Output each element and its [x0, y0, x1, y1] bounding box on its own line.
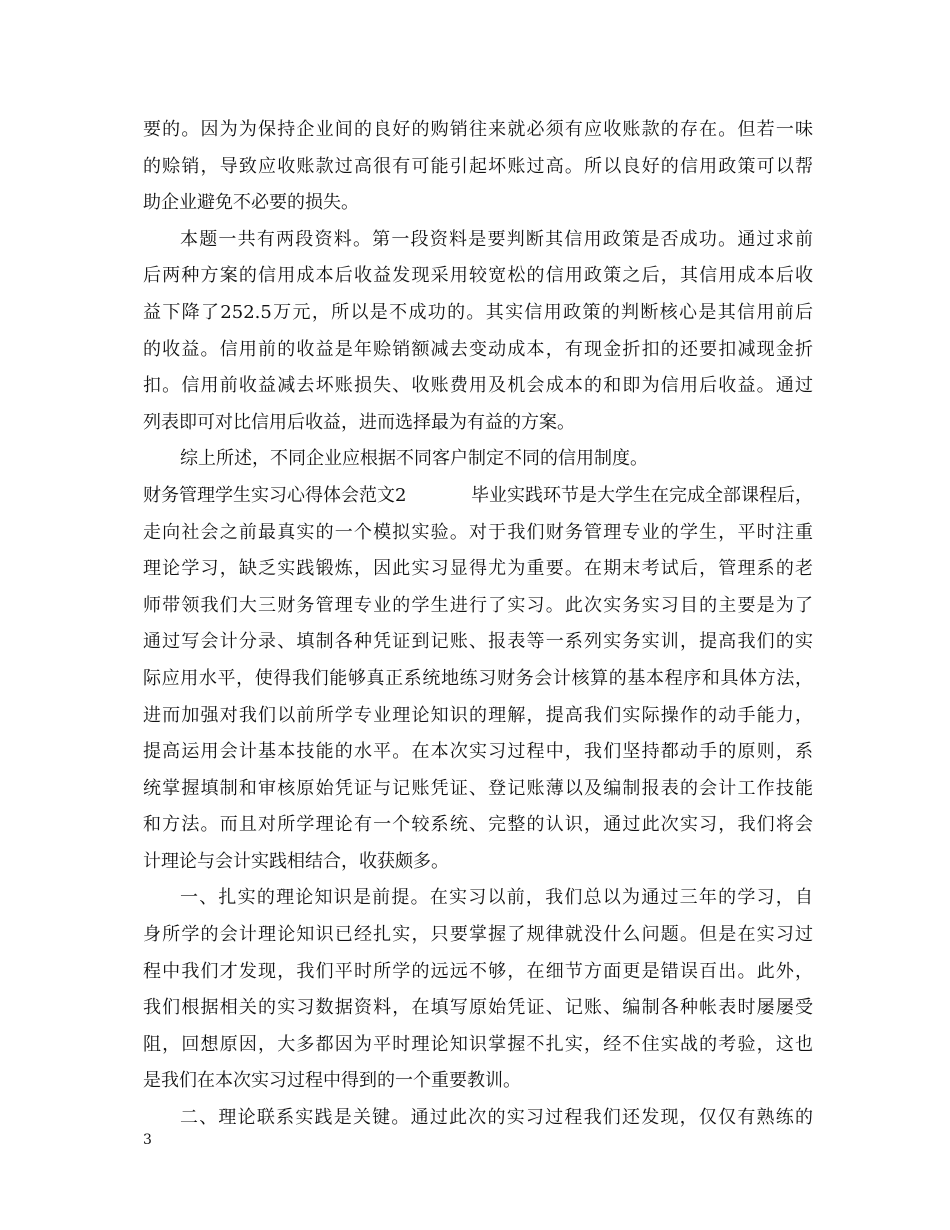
- text-line: 列表即可对比信用后收益，进而选择最为有益的方案。: [143, 411, 575, 433]
- page-number: 3: [143, 1132, 152, 1148]
- text-line: 提高运用会计基本技能的水平。在本次实习过程中，我们坚持都动手的原则，系: [143, 741, 813, 763]
- text-line: 程中我们才发现，我们平时所学的远远不够，在细节方面更是错误百出。此外，: [143, 960, 813, 982]
- text-line: 扣。信用前收益减去坏账损失、收账费用及机会成本的和即为信用后收益。通过: [143, 375, 813, 397]
- text-line: 走向社会之前最真实的一个模拟实验。对于我们财务管理专业的学生，平时注重: [143, 521, 813, 543]
- text-line: 的收益。信用前的收益是年赊销额减去变动成本，有现金折扣的还要扣减现金折: [143, 338, 813, 360]
- text-line: 二、理论联系实践是关键。通过此次的实习过程我们还发现，仅仅有熟练的: [180, 1107, 813, 1129]
- body-text: [143, 112, 813, 1137]
- section-heading-text: 毕业实践环节是大学生在完成全部课程后，: [471, 484, 813, 506]
- text-line: 际应用水平，使得我们能够真正系统地练习财务会计核算的基本程序和具体方法，: [143, 667, 813, 689]
- text-line: 通过写会计分录、填制各种凭证到记账、报表等一系列实务实训，提高我们的实: [143, 631, 813, 653]
- text-line: 理论学习，缺乏实践锻炼，因此实习显得尤为重要。在期末考试后，管理系的老: [143, 558, 813, 580]
- text-line: 计理论与会计实践相结合，收获颇多。: [143, 850, 449, 872]
- text-line: 统掌握填制和审核原始凭证与记账凭证、登记账薄以及编制报表的会计工作技能: [143, 777, 813, 799]
- text-line: 阻，回想原因，大多都因为平时理论知识掌握不扎实，经不住实战的考验，这也: [143, 1033, 813, 1055]
- section-heading-row: [143, 478, 813, 515]
- text-line: 的赊销，导致应收账款过高很有可能引起坏账过高。所以良好的信用政策可以帮: [143, 155, 813, 177]
- text-line: 我们根据相关的实习数据资料，在填写原始凭证、记账、编制各种帐表时屡屡受: [143, 997, 813, 1019]
- text-line: 一、扎实的理论知识是前提。在实习以前，我们总以为通过三年的学习，自: [180, 887, 813, 909]
- text-line: 要的。因为为保持企业间的良好的购销往来就必须有应收账款的存在。但若一味: [143, 119, 813, 140]
- text-line: 益下降了252.5万元，所以是不成功的。其实信用政策的判断核心是其信用前后: [143, 301, 813, 323]
- text-line: 进而加强对我们以前所学专业理论知识的理解，提高我们实际操作的动手能力，: [143, 704, 813, 726]
- text-line: 综上所述，不同企业应根据不同客户制定不同的信用制度。: [180, 448, 648, 470]
- text-line: 身所学的会计理论知识已经扎实，只要掌握了规律就没什么问题。但是在实习过: [143, 924, 813, 946]
- section-heading-title: 财务管理学生实习心得体会范文2: [143, 484, 407, 506]
- text-line: 和方法。而且对所学理论有一个较系统、完整的认识，通过此次实习，我们将会: [143, 814, 813, 836]
- text-line: 师带领我们大三财务管理专业的学生进行了实习。此次实务实习目的主要是为了: [143, 594, 813, 616]
- text-line: 是我们在本次实习过程中得到的一个重要教训。: [143, 1070, 521, 1092]
- text-line: 本题一共有两段资料。第一段资料是要判断其信用政策是否成功。通过求前: [180, 228, 813, 250]
- text-line: 后两种方案的信用成本后收益发现采用较宽松的信用政策之后，其信用成本后收: [143, 265, 813, 287]
- text-line: 助企业避免不必要的损失。: [143, 192, 359, 214]
